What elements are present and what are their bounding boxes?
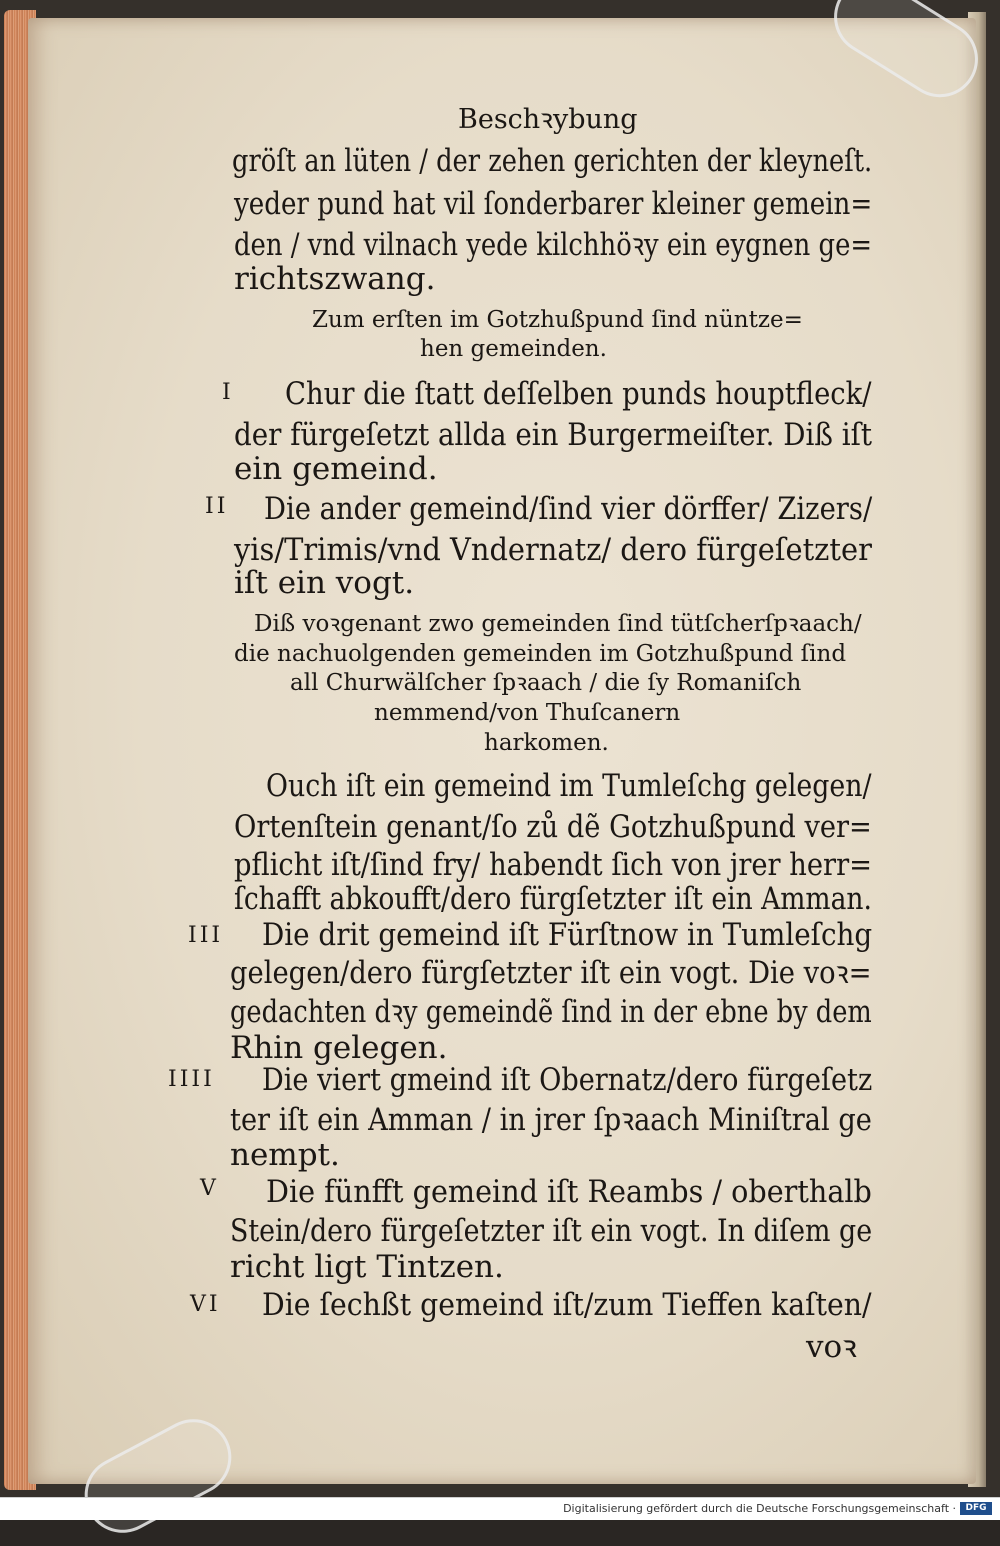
entry-numeral: I: [222, 380, 234, 405]
text-line: Rhin gelegen.: [230, 1030, 448, 1066]
running-head: Beschꝛybung: [458, 104, 638, 135]
text-line: ſchafft abkoufft/dero fürgſetzter iſt ein Amman.: [234, 881, 872, 917]
entry-numeral: II: [205, 494, 229, 519]
text-line: Die drit gemeind iſt Fürſtnow in Tumleſchg: [262, 917, 873, 953]
footer-bar: [0, 1497, 1000, 1520]
text-line: ein gemeind.: [234, 451, 438, 487]
text-line: gelegen/dero fürgſetzter iſt ein vogt. Die voꝛ=: [230, 955, 872, 991]
text-line: Chur die ſtatt deſſelben punds houptfleck/: [285, 376, 872, 412]
note-line: die nachuolgenden gemeinden im Gotzhußpund ſind: [234, 641, 847, 667]
text-line: nempt.: [230, 1137, 340, 1173]
text-line: ter iſt ein Amman / in jrer ſpꝛaach Miniſtral ge: [230, 1102, 872, 1138]
entry-numeral: III: [188, 923, 224, 948]
subheading-line: Zum erſten im Gotzhußpund ſind nüntze=: [312, 307, 803, 333]
footer-credit: Digitalisierung gefördert durch die Deutsche Forschungsgemeinschaft ·: [563, 1502, 956, 1515]
note-line: all Churwälſcher ſpꝛaach / die ſy Romaniſch: [290, 670, 802, 696]
text-line: Ouch iſt ein gemeind im Tumleſchg gelegen/: [266, 768, 872, 804]
subheading-line: hen gemeinden.: [420, 336, 607, 362]
entry-numeral: V: [200, 1176, 219, 1201]
note-line: nemmend/von Thuſcanern: [374, 700, 681, 726]
note-line: Diß voꝛgenant zwo gemeinden ſind tütſcherſpꝛaach/: [254, 611, 862, 637]
text-line: yeder pund hat vil ſonderbarer kleiner gemein=: [234, 186, 873, 222]
text-line: Stein/dero fürgeſetzter iſt ein vogt. In diſem ge: [230, 1213, 873, 1249]
note-line: harkomen.: [484, 730, 609, 756]
catchword: voꝛ: [806, 1329, 857, 1365]
text-line: iſt ein vogt.: [234, 565, 415, 601]
text-line: Die fünfft gemeind iſt Reambs / oberthalb: [266, 1174, 872, 1210]
text-line: Ortenſtein genant/ſo zů dẽ Gotzhußpund ver=: [234, 809, 872, 845]
text-line: Die viert gmeind iſt Obernatz/dero fürgeſetz: [262, 1062, 873, 1098]
text-line: richtszwang.: [234, 261, 436, 297]
entry-numeral: IIII: [168, 1067, 215, 1092]
text-line: Die ander gemeind/ſind vier dörffer/ Zizers/: [264, 491, 873, 527]
text-line: Die ſechßt gemeind iſt/zum Tieffen kaſten/: [262, 1287, 872, 1323]
text-line: der fürgeſetzt allda ein Burgermeiſter. Diß iſt: [234, 417, 872, 453]
entry-numeral: VI: [190, 1292, 221, 1317]
text-line: gedachten dꝛy gemeindẽ ſind in der ebne by dem: [230, 994, 872, 1030]
text-line: pflicht iſt/ſind fry/ habendt ſich von jrer herr=: [234, 847, 873, 883]
text-line: den / vnd vilnach yede kilchhöꝛy ein eygnen ge=: [234, 227, 873, 263]
dfg-logo: DFG: [960, 1502, 992, 1515]
text-line: yis/Trimis/vnd Vndernatz/ dero fürgeſetzter: [234, 532, 872, 568]
text-line: gröſt an lüten / der zehen gerichten der kleyneſt.: [232, 143, 873, 179]
text-line: richt ligt Tintzen.: [230, 1249, 504, 1285]
